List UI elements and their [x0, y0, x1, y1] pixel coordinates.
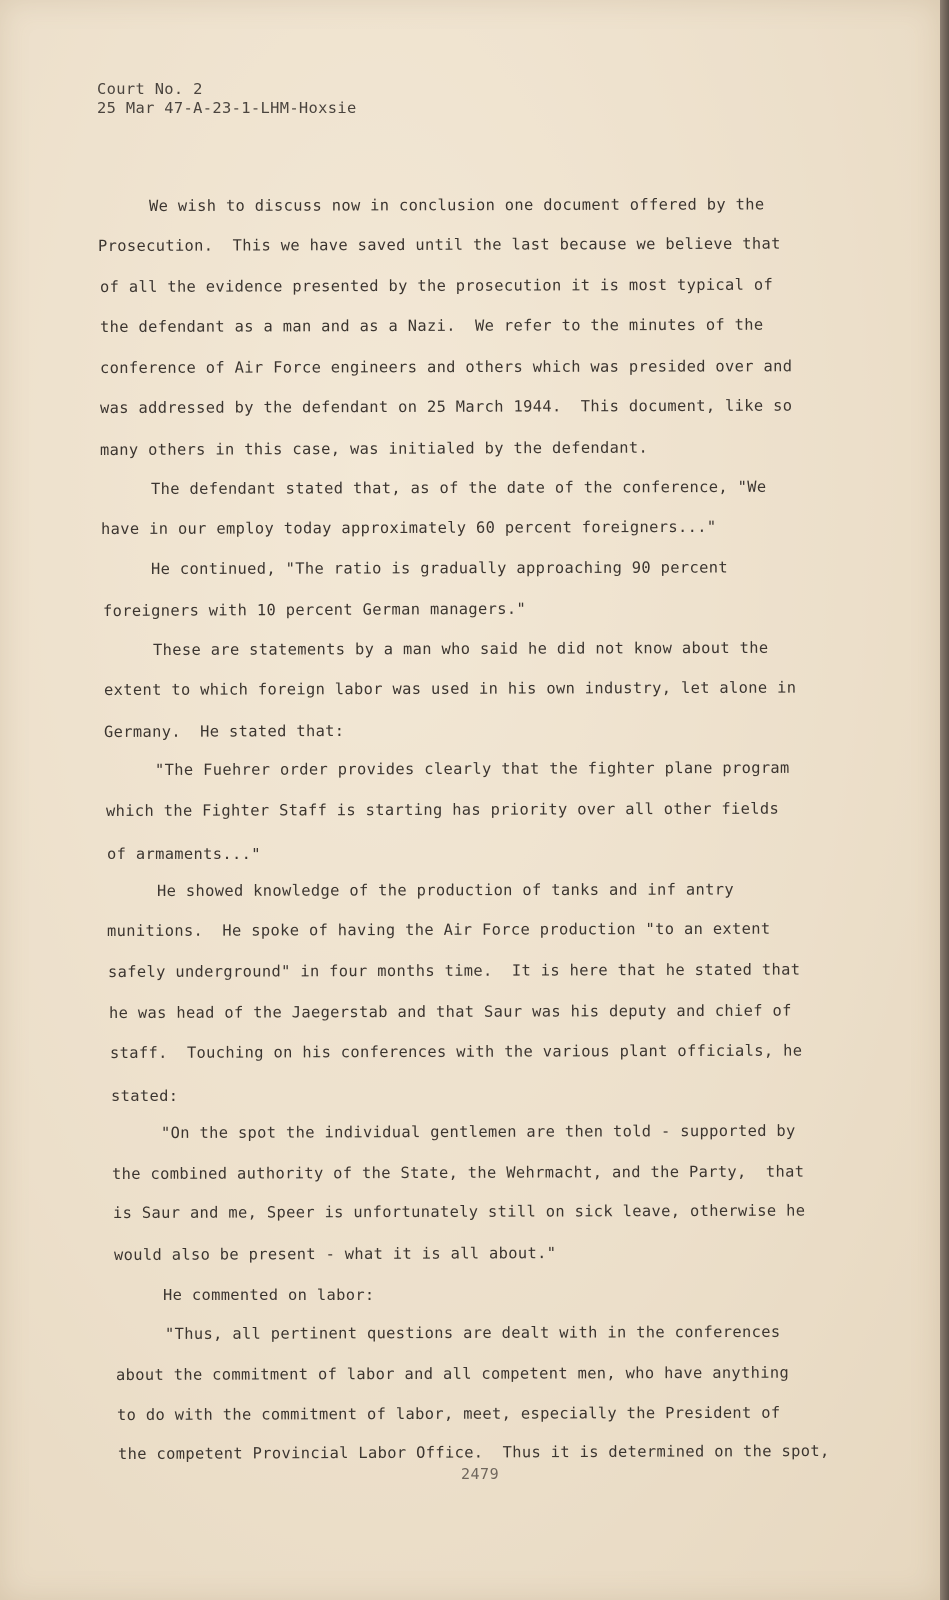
body-line: stated:	[111, 1087, 179, 1105]
body-line: foreigners with 10 percent German managers."	[102, 599, 527, 620]
body-quote-line: "On the spot the individual gentlemen are then told - supported by	[160, 1121, 796, 1142]
body-quote-line: is Saur and me, Speer is unfortunately still on sick leave, otherwise he	[112, 1201, 806, 1222]
body-line: These are statements by a man who said he did not know about the	[152, 638, 769, 659]
body-line: many others in this case, was initialed by the defendant.	[99, 438, 649, 459]
body-line: munitions. He spoke of having the Air Force production "to an extent	[106, 919, 771, 940]
header-reference: 25 Mar 47-A-23-1-LHM-Hoxsie	[97, 99, 357, 117]
body-quote-line: of armaments..."	[107, 845, 261, 863]
body-line: conference of Air Force engineers and others which was presided over and	[99, 357, 793, 377]
body-line: Prosecution. This we have saved until the last because we believe that	[97, 234, 781, 255]
page-number: 2479	[461, 1465, 500, 1483]
body-quote-line: to do with the commitment of labor, meet, especially the President of	[116, 1403, 781, 1424]
paper-edge	[940, 0, 949, 1600]
body-quote-line: "The Fuehrer order provides clearly that the fighter plane program	[154, 758, 790, 779]
body-quote-line: which the Fighter Staff is starting has priority over all other fields	[105, 799, 780, 820]
body-line: was addressed by the defendant on 25 March 1944. This document, like so	[99, 396, 793, 417]
body-line: extent to which foreign labor was used in his own industry, let alone in	[103, 678, 797, 699]
body-quote-line: the combined authority of the State, the Wehrmacht, and the Party, that	[111, 1162, 805, 1183]
body-line: staff. Touching on his conferences with the various plant officials, he	[109, 1041, 803, 1062]
body-line: Germany. He stated that:	[103, 721, 345, 741]
body-line: He showed knowledge of the production of tanks and inf antry	[156, 880, 734, 900]
body-quote-line: "Thus, all pertinent questions are dealt with in the conferences	[164, 1322, 781, 1343]
body-line: he was head of the Jaegerstab and that Saur was his deputy and chief of	[108, 1001, 792, 1022]
body-line: He continued, "The ratio is gradually approaching 90 percent	[150, 558, 728, 578]
body-line: He commented on labor:	[163, 1286, 375, 1304]
header-court: Court No. 2	[97, 80, 203, 98]
body-line: have in our employ today approximately 60 percent foreigners..."	[100, 517, 717, 538]
body-line: of all the evidence presented by the prosecution it is most typical of	[99, 275, 774, 296]
body-quote-line: the competent Provincial Labor Office. Thus it is determined on the spot,	[117, 1441, 830, 1463]
body-line: safely underground" in four months time. It is here that he stated that	[107, 960, 801, 981]
body-quote-line: would also be present - what it is all about."	[113, 1244, 557, 1264]
body-line: We wish to discuss now in conclusion one document offered by the	[148, 195, 765, 215]
body-quote-line: about the commitment of labor and all competent men, who have anything	[115, 1363, 790, 1384]
body-line: the defendant as a man and as a Nazi. We refer to the minutes of the	[99, 315, 764, 336]
body-line: The defendant stated that, as of the date of the conference, "We	[150, 477, 767, 498]
